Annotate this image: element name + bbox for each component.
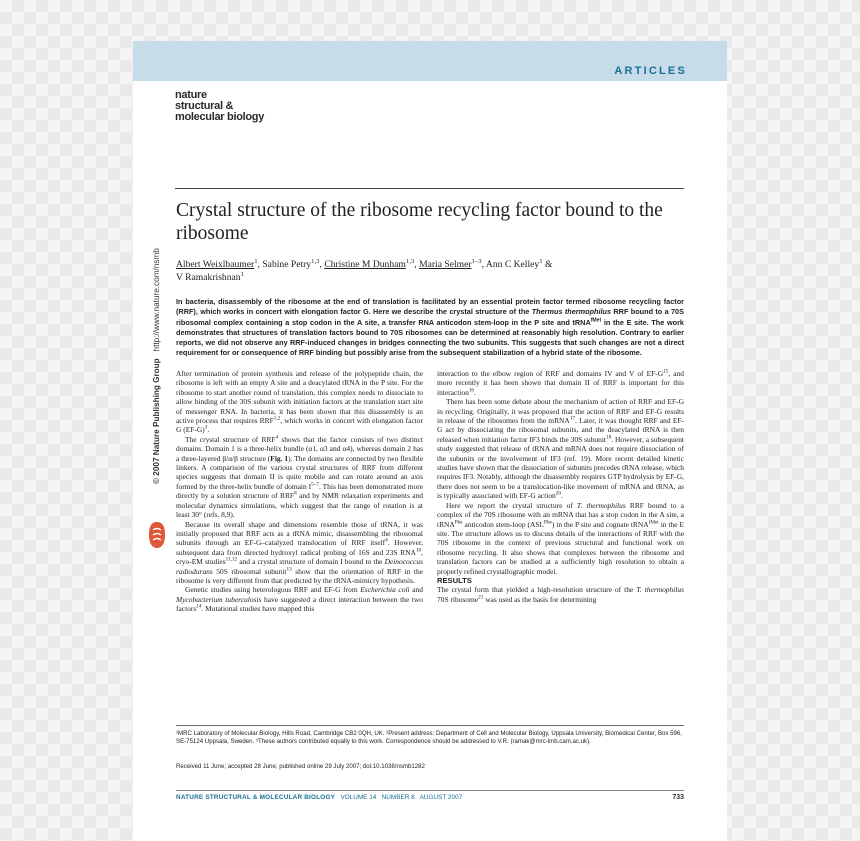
title-rule — [175, 188, 684, 189]
side-copyright — [152, 248, 161, 484]
received-dates: Received 11 June; accepted 28 June; published online 29 July 2007; doi:10.1038/nsmb1282 — [176, 763, 425, 770]
abstract: In bacteria, disassembly of the ribosome at the end of translation is facilitated by an essential protein factor termed ribosome recycling factor (RRF), which works in concert with elongation factor G. Here we describe the crystal structure of the Thermus thermophilus RRF bound to a 70S ribosomal complex containing a stop codon in the A site, a transfer RNA anticodon stem-loop in the P site and tRNA$^{fMet}$ in the E site. The work demonstrates that structures of translation factors bound to 70S ribosomes can be determined at reasonably high resolution. Contrary to earlier reports, we did not observe any RRF-induced changes in bridges connecting the two subunits. This suggests that such changes are not a direct requirement for or consequence of RRF binding but possibly arise from the subsequent stabilization of a hybrid state of the ribosome. — [176, 297, 684, 358]
page-number: 733 — [672, 794, 684, 801]
citation[interactable]: 14 — [196, 603, 202, 610]
footer-number: NUMBER 8 — [381, 794, 415, 801]
citation[interactable]: 20 — [555, 490, 561, 497]
citation[interactable]: 4 — [385, 537, 388, 544]
species-name: T. thermophilus — [636, 585, 684, 595]
paragraph: Genetic studies using heterologous RRF and EF-G from Escherichia coli and Mycobacterium tuberculosis have suggested a direct interaction between the two factors$^{14}$. Mutational studies have mapped this — [176, 585, 423, 614]
footer-date: AUGUST 2007 — [419, 794, 463, 801]
figure-reference[interactable]: Fig. 1 — [270, 453, 289, 463]
footer-journal: NATURE STRUCTURAL & MOLECULAR BIOLOGY — [176, 794, 336, 801]
author-name[interactable]: Maria Selmer — [419, 259, 472, 270]
article-page — [133, 41, 727, 841]
citation[interactable]: 10 — [415, 547, 422, 554]
citation[interactable]: 5–7 — [311, 481, 319, 488]
logo-line-1: nature — [175, 89, 207, 101]
author-name: Ann C Kelley — [485, 259, 540, 270]
citation[interactable]: 17 — [569, 415, 576, 422]
citation[interactable]: 4 — [275, 434, 279, 441]
author-name[interactable]: Albert Weixlbaumer — [176, 259, 255, 270]
species-name: Escherichia coli — [360, 585, 410, 595]
species-name: Mycobacterium tuberculosis — [176, 594, 262, 604]
body-column-right — [437, 369, 684, 604]
paragraph: Here we report the crystal structure of T. thermophilus RRF bound to a complex of the 70S ribosome with an mRNA that has a stop codon in the A site, a tRNA$^{Phe}$ anticodon stem-loop $(ASL^{Phe})$ in the P site and cognate tRNA$^{fMet}$ in the E site. The structure allows us to discuss details of the interactions of RRF with the 70S ribosome in the context of previous structural and functional work on ribosome recycling. It also shows that complexes between the ribosome and translation factors can be studied at a sufficiently high resolution to obtain a properly refined crystallographic model. — [437, 500, 684, 576]
species-name: Deinococcus radiodurans — [176, 557, 423, 576]
citation[interactable]: 8 — [294, 490, 297, 497]
header-band — [133, 41, 727, 81]
paragraph: After termination of protein synthesis and release of the polypeptide chain, the ribosome is left with an empty A site and a deacylated tRNA in the P site. For the ribosome to start another round of translation, this complex needs to dissociate to allow binding of the 30S subunit with initiation factors at the translation start site of messenger RNA. In bacteria, it has been shown that this disassembly is an active process that requires RRF$^{1,2}$, which works in concert with elongation factor G $(EF-G)^3$. — [176, 369, 424, 435]
citation[interactable]: 16 — [468, 387, 475, 394]
footer-rule — [176, 790, 684, 791]
article-title: Crystal structure of the ribosome recycling factor bound to the ribosome — [176, 200, 663, 244]
citation[interactable]: 21 — [478, 594, 484, 601]
citation[interactable]: 3 — [204, 424, 208, 431]
author-name: V Ramakrishnan — [176, 272, 241, 283]
side-url[interactable]: http://www.nature.com/nsmb — [152, 248, 161, 352]
author-name: Sabine Petry — [262, 259, 312, 270]
author-affiliation: 1,3 — [311, 257, 320, 265]
species-name: Thermus thermophilus — [531, 307, 612, 317]
footer-volume: VOLUME 14 — [340, 794, 377, 801]
author-list: Albert Weixlbaumer$^1$, Sabine Petry$^{1,3}$, Christine M Dunham$^{1,3}$, Maria Selmer$^{1-3}$, Ann C Kelley$^1$ & V Ramakrishnan$^1$ — [176, 257, 553, 283]
npg-logo-icon — [147, 521, 167, 549]
author-affiliation: 1 — [539, 257, 543, 265]
logo-line-2: structural & — [175, 100, 234, 112]
affiliations-footnote: ¹MRC Laboratory of Molecular Biology, Hills Road, Cambridge CB2 0QH, UK. ²Present address: Department of Cell and Molecular Biology, Uppsala University, Biomedical Center, Box 596, SE-75124 Uppsala, Sweden. ³These authors contributed equally to this work. Correspondence should be addressed to V.R. (ramak@mrc-lmb.cam.ac.uk). — [176, 730, 682, 746]
author-affiliation: 1 — [254, 257, 258, 265]
logo-line-3: molecular biology — [175, 111, 265, 123]
paragraph: Because its overall shape and dimensions resemble those of tRNA, it was initially proposed that RRF acts as a tRNA mimic, disassembling the ribosomal subunits through an EF-G–catalyzed translocation of RRF itself$^4$. However, subsequent data from directed hydroxyl radical probing of 16S and 23S RNA$^{10}$, cryo-EM studies$^{11,12}$ and a crystal structure of domain I bound to the Deinococcus radiodurans 50S ribosomal subunit$^{13}$ show that the orientation of RRF in the ribosome is very different from that predicted by the tRNA-mimicry hypothesis. — [176, 519, 423, 585]
paragraph: The crystal structure of RRF$^4$ shows that the factor consists of two distinct domains. Domain 1 is a three-helix bundle (α1, α3 and α4), whereas domain 2 has a three-layered β/α/β structure (Fig. 1). The domains are connected by two flexible linkers. A comparison of the various crystal structures of RRF from different species suggests that domain II is quite mobile and can rotate around an axis formed by the three-helix bundle of domain $I^{5-7}$. This has been demonstrated more directly by a solution structure of RRF$^8$ and by NMR relaxation experiments and molecular dynamics simulations, which suggest that the range of rotation is at least 30° (refs. 8,9). — [176, 434, 423, 520]
paragraph: The crystal form that yielded a high-resolution structure of the T. thermophilus 70S ribosome$^{21}$ was used as the basis for determining — [437, 585, 684, 604]
author-affiliation: 1–3 — [471, 257, 482, 265]
citation[interactable]: 18 — [606, 434, 612, 441]
citation[interactable]: 15 — [663, 368, 669, 375]
species-name: T. thermophilus — [576, 500, 626, 510]
author-affiliation: 1,3 — [405, 257, 415, 265]
author-affiliation: 1 — [240, 270, 244, 278]
author-name[interactable]: Christine M Dunham — [324, 259, 406, 270]
body-column-left — [176, 369, 423, 614]
paragraph: There has been some debate about the mechanism of action of RRF and EF-G in recycling. Originally, it was proposed that the action of RRF and EF-G results in release of the ribosomes from the mRNA$^{17}$. Later, it was thought RRF and EF-G act by dissociating the ribosomal subunits, and the deacylated tRNA is then released when initiation factor IF3 binds the 30S subunit$^{18}$. However, a subsequent study suggested that release of tRNA and mRNA does not require dissociation of the subunits or the involvement of IF3 (ref. 19). More recent detailed kinetic studies have shown that the dissociation of subunits precedes tRNA release, which requires IF3. Notably, although the disassembly requires GTP hydrolysis by EF-G, there does not seem to be a translocation-like movement of mRNA and tRNA, as is typically associated with EF-G action$^{20}$. — [437, 397, 684, 501]
copyright-text: © 2007 Nature Publishing Group — [152, 358, 161, 484]
page-footer — [176, 794, 684, 801]
section-heading-results: RESULTS — [437, 575, 472, 585]
journal-logo — [175, 90, 315, 123]
paragraph: interaction to the elbow region of RRF and domains IV and V of $EF-G^{15}$, and more recently it has been shown that domain II of RRF is important for this interaction$^{16}$. — [437, 368, 684, 397]
footnote-rule — [176, 725, 684, 726]
citation[interactable]: 1,2 — [273, 415, 281, 422]
citation[interactable]: 13 — [286, 566, 292, 573]
citation[interactable]: 11,12 — [225, 556, 238, 563]
section-label: ARTICLES — [614, 65, 687, 77]
